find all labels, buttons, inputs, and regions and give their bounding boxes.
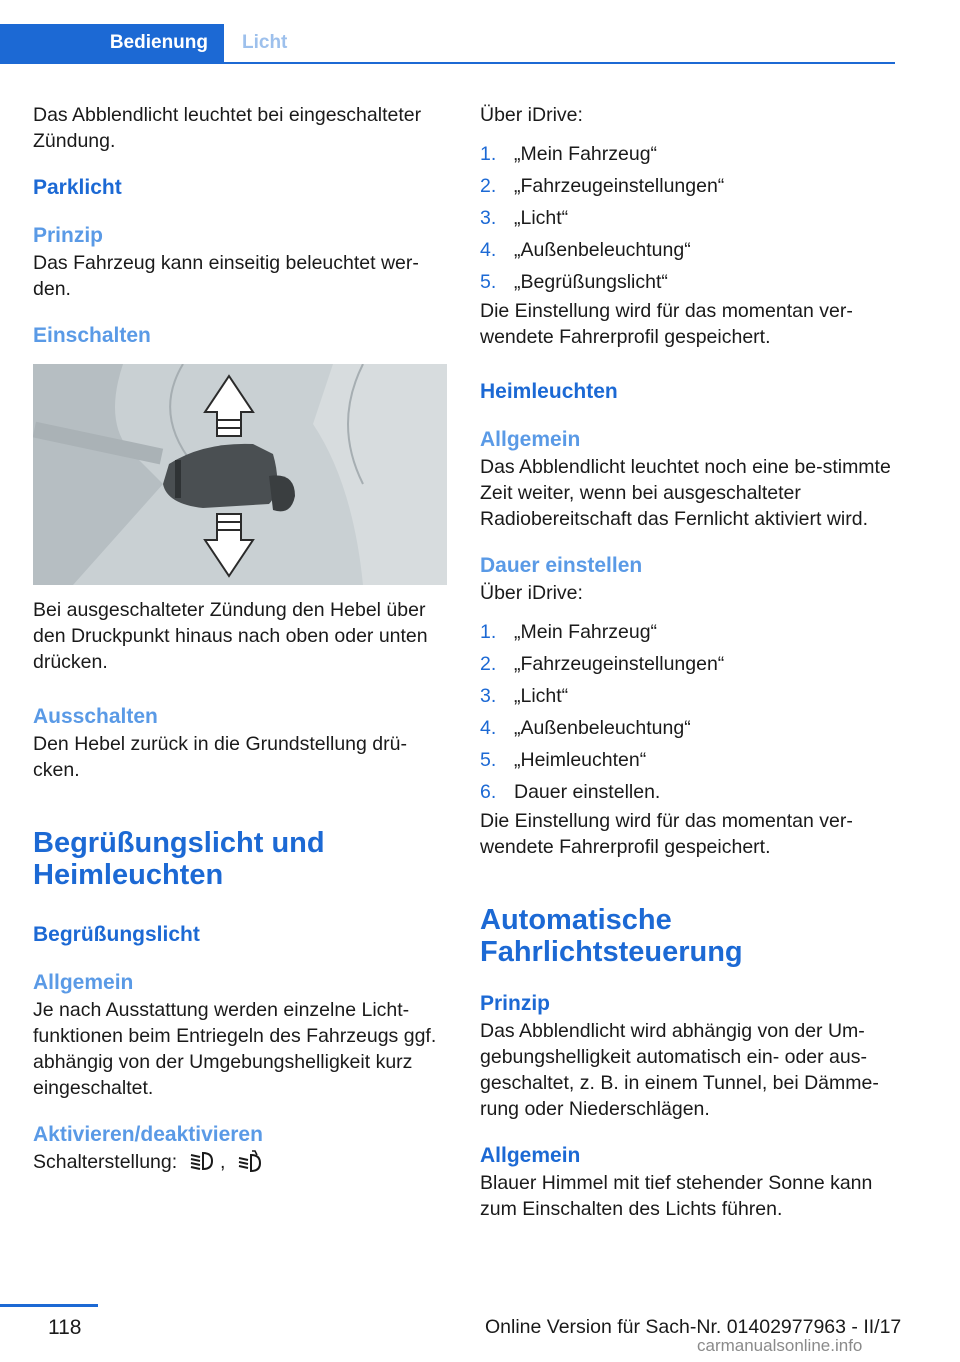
tab-bedienung[interactable]: Bedienung <box>0 24 224 62</box>
list-item: 6. Dauer einstellen. <box>480 781 661 803</box>
tab-licht[interactable]: Licht <box>242 32 288 53</box>
lever-illustration <box>33 364 447 585</box>
low-beam-icon <box>189 1150 215 1172</box>
schalterstellung-line <box>33 1149 453 1175</box>
left-column <box>33 102 453 1175</box>
list-item: 1. „Mein Fahrzeug“ <box>480 621 658 643</box>
heading-allgemein-heim: Allgemein <box>480 428 581 451</box>
list-item: 2. „Fahrzeugeinstellungen“ <box>480 175 725 197</box>
list-item: 1. „Mein Fahrzeug“ <box>480 143 658 165</box>
auto-prinzip-text: Das Abblendlicht wird abhängig von der Um‐gebungshelligkeit automatisch ein- oder aus‐geschaltet, z. B. in einem Tunnel, bei Dämme‐rung oder Niederschlägen. <box>480 1020 879 1120</box>
heim-allgemein-text: Das Abblendlicht leuchtet noch eine be‐stimmte Zeit weiter, wenn bei ausgeschalteter Radiobereitschaft das Fernlicht aktiviert wird. <box>480 456 891 530</box>
profil-text-1: Die Einstellung wird für das momentan ver‐wendete Fahrerprofil gespeichert. <box>480 300 853 348</box>
heading-prinzip: Prinzip <box>33 224 104 247</box>
schalterstellung-label: Schalterstellung: <box>33 1151 178 1173</box>
heading-begruessungslicht: Begrüßungslicht <box>33 923 200 946</box>
online-version-footer: Online Version für Sach-Nr. 01402977963 - II/17 <box>485 1316 902 1338</box>
page-number: 118 <box>48 1316 82 1339</box>
list-item: 3. „Licht“ <box>480 207 569 229</box>
auto-light-icon <box>237 1150 263 1172</box>
prinzip-text: Das Fahrzeug kann einseitig beleuchtet wer‐den. <box>33 252 419 300</box>
heading-dauer: Dauer einstellen <box>480 554 643 577</box>
list-item: 4. „Außenbeleuchtung“ <box>480 717 691 739</box>
heading-heimleuchten: Heimleuchten <box>480 380 618 403</box>
schalterstellung-separator: , <box>220 1151 226 1173</box>
list-item: 5. „Heimleuchten“ <box>480 749 647 771</box>
list-item: 3. „Licht“ <box>480 685 569 707</box>
allgemein-text: Je nach Ausstattung werden einzelne Licht‐funktionen beim Entriegeln des Fahrzeugs ggf. abhängig von der Umgebungshelligkeit kurz eingeschaltet. <box>33 999 437 1099</box>
heading-ausschalten: Ausschalten <box>33 705 158 728</box>
right-column <box>480 102 900 1222</box>
auto-allgemein-text: Blauer Himmel mit tief stehender Sonne kann zum Einschalten des Lichts führen. <box>480 1172 873 1220</box>
steps-begruessungslicht <box>480 138 900 298</box>
idrive-label-1: Über iDrive: <box>480 104 583 126</box>
profil-text-2: Die Einstellung wird für das momentan ver‐wendete Fahrerprofil gespeichert. <box>480 810 853 858</box>
list-item: 5. „Begrüßungslicht“ <box>480 271 668 293</box>
figure-caption: Bei ausgeschalteter Zündung den Hebel über den Druckpunkt hinaus nach oben oder unten drücken. <box>33 599 428 673</box>
heading-aktivieren: Aktivieren/deaktivieren <box>33 1123 263 1146</box>
heading-einschalten: Einschalten <box>33 324 151 347</box>
page-number-bar <box>0 1304 98 1307</box>
heading-allgemein-auto: Allgemein <box>480 1144 581 1167</box>
intro-text: Das Abblendlicht leuchtet bei eingeschalteter Zündung. <box>33 104 422 152</box>
watermark: carmanualsonline.info <box>697 1336 863 1355</box>
header-tab-bar <box>0 24 895 64</box>
list-item: 4. „Außenbeleuchtung“ <box>480 239 691 261</box>
heading-prinzip-auto: Prinzip <box>480 992 551 1015</box>
section-title-begruessungslicht: Begrüßungslicht und Heimleuchten <box>33 827 325 891</box>
heading-parklicht: Parklicht <box>33 176 122 199</box>
heading-allgemein: Allgemein <box>33 971 134 994</box>
steps-heimleuchten <box>480 616 900 808</box>
list-item: 2. „Fahrzeugeinstellungen“ <box>480 653 725 675</box>
ausschalten-text: Den Hebel zurück in die Grundstellung drü‐cken. <box>33 733 407 781</box>
section-title-fahrlichtsteuerung: Automatische Fahrlichtsteuerung <box>480 904 743 968</box>
idrive-label-2: Über iDrive: <box>480 582 583 604</box>
